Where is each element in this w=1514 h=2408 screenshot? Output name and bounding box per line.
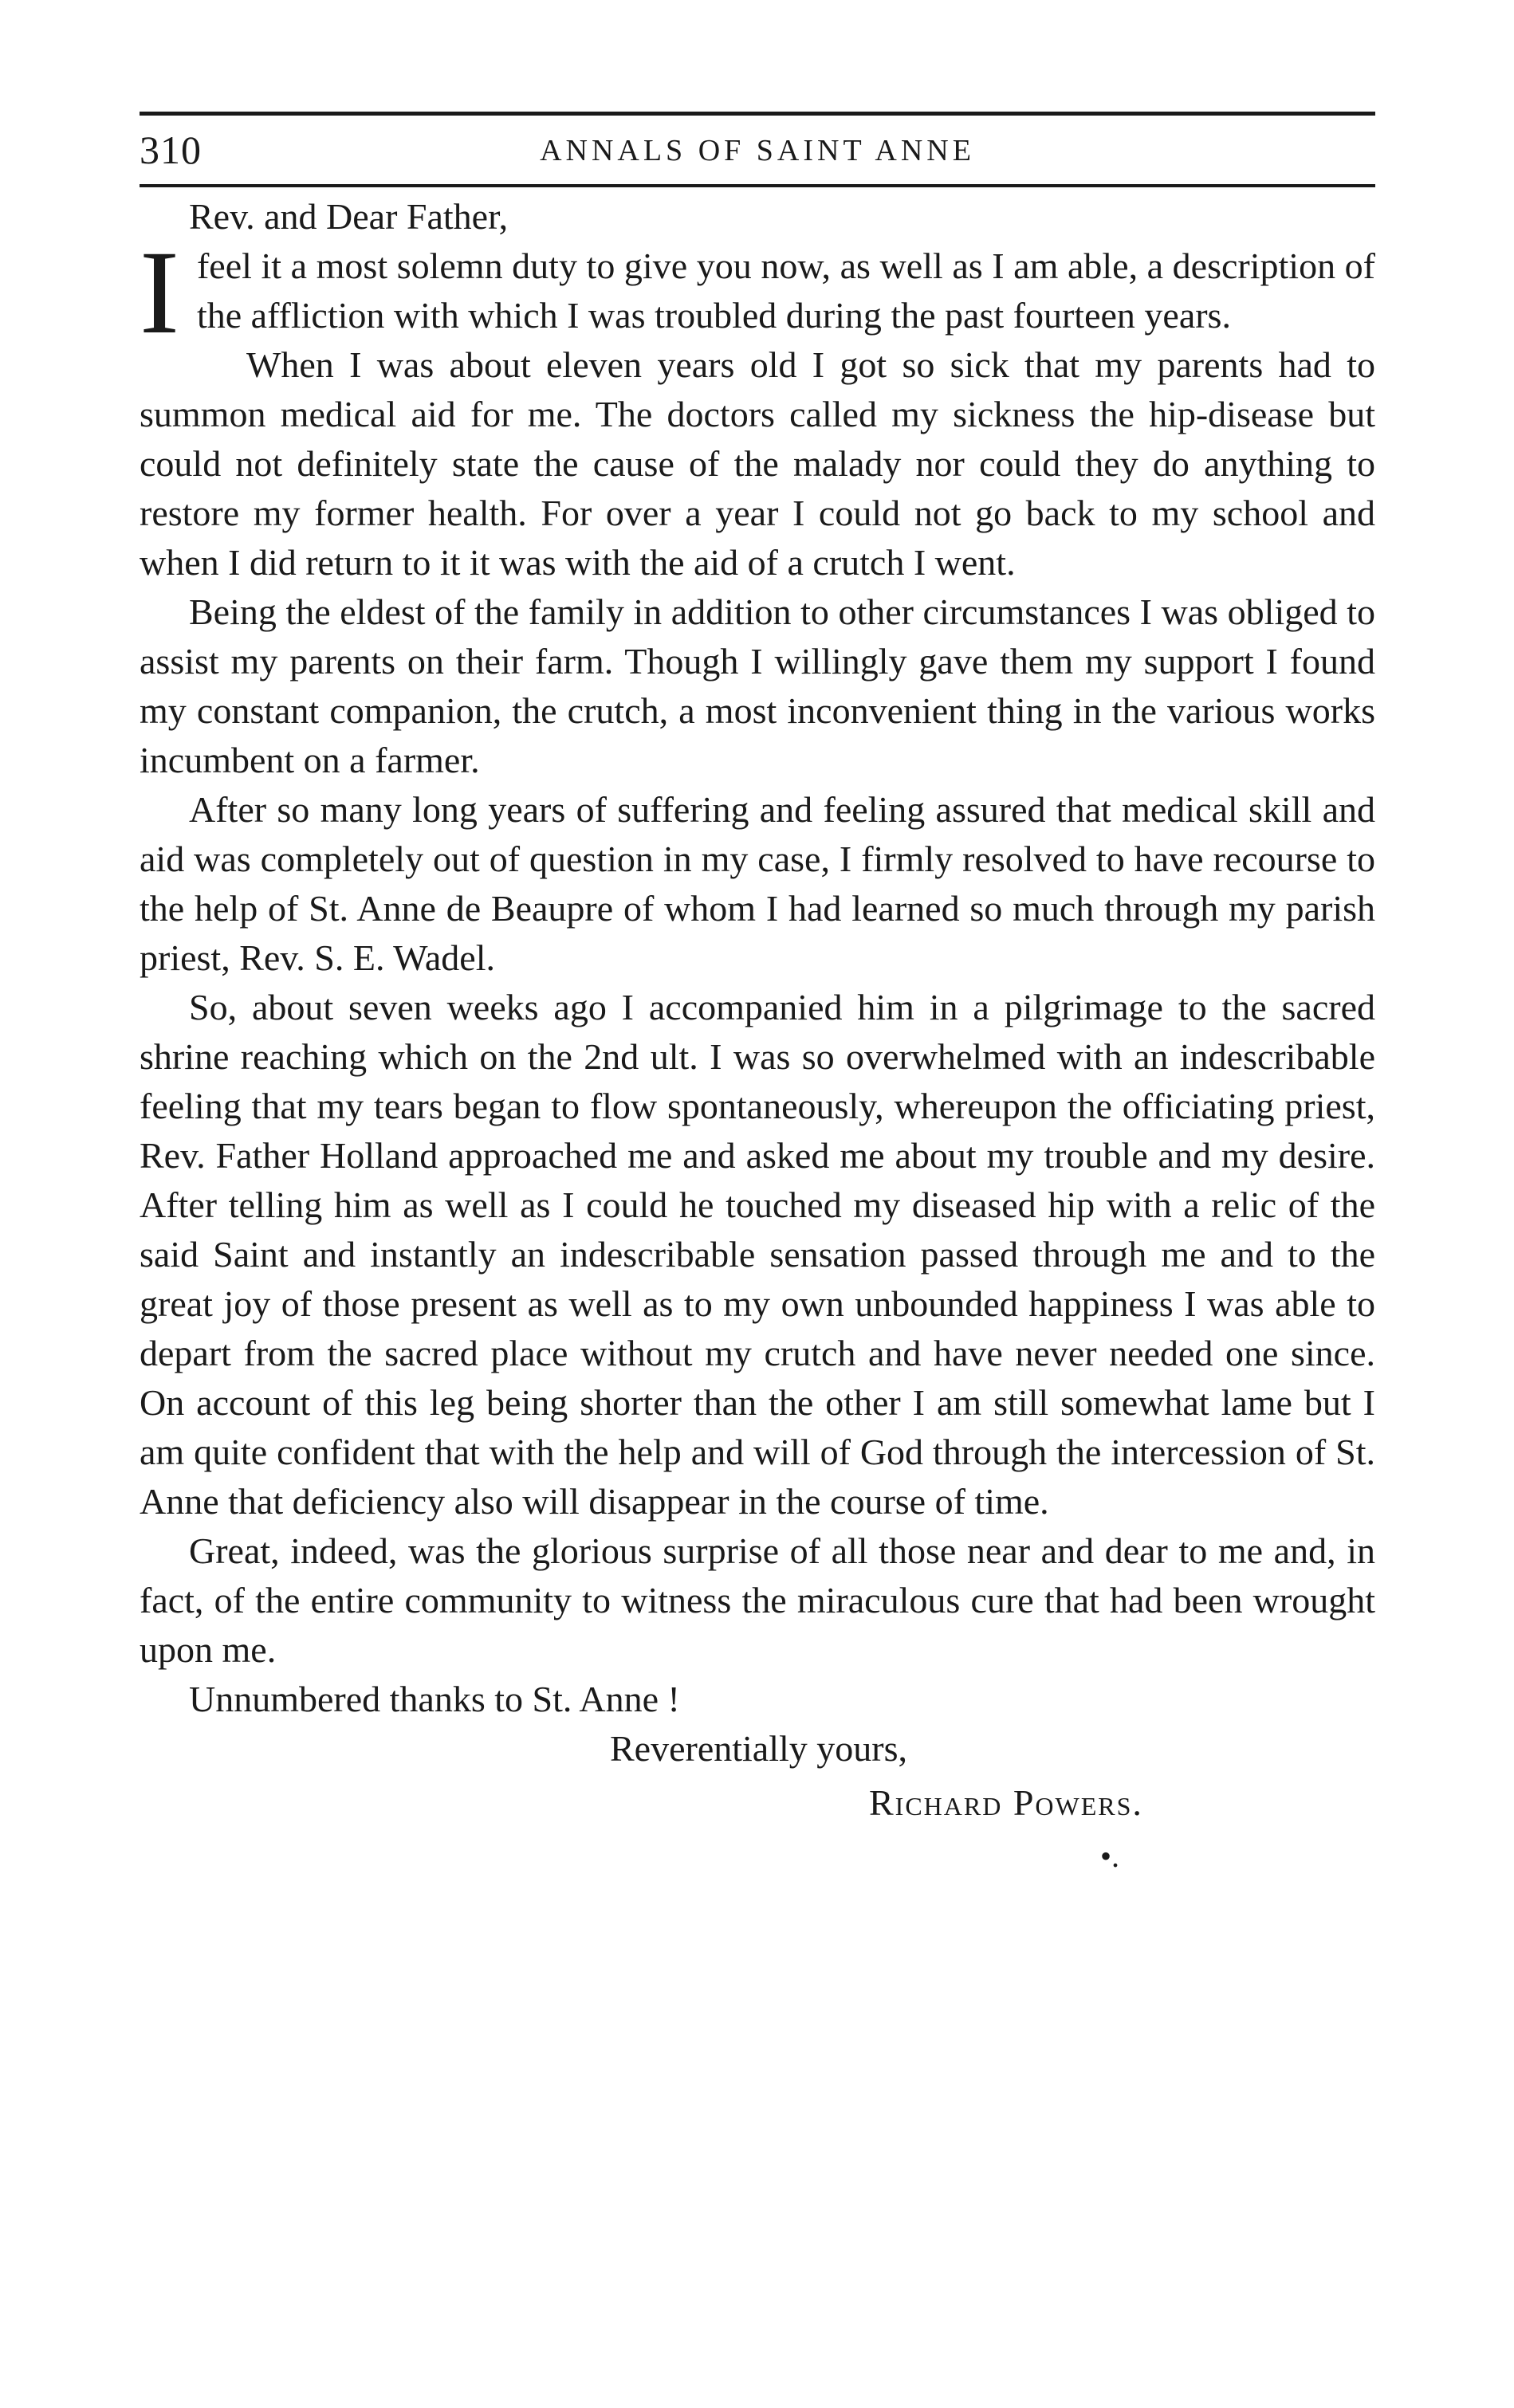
letter-paragraph-6: Great, indeed, was the glorious surprise of all those near and dear to me and, in fact, of the entire community to witness the miraculous cure that had been wrought upon me. — [140, 1530, 1375, 1670]
letter-body — [140, 226, 1375, 1724]
running-title: ANNALS OF SAINT ANNE — [540, 134, 975, 167]
letter-paragraph-5: So, about seven weeks ago I accompanied him in a pilgrimage to the sacred shrine reaching which on the 2nd ult. I was so overwhelmed with an indescribable feeling that my tears began to flow spontaneously, whereupon the officiating priest, Rev. Father Holland approached me and asked me about my trouble and my desire. After telling him as well as I could he touched my diseased hip with a relic of the said Saint and instantly an indescribable sensation passed through me and to the great joy of those present as well as to my own unbounded happiness I was able to depart from the sacred place without my crutch and have never needed one since. On account of this leg being shorter than the other I am still somewhat lame but I am quite confident that with the help and will of God through the intercession of St. Anne that deficiency also will disappear in the course of time. — [140, 987, 1375, 1522]
letter-salutation: Rev. and Dear Father, — [189, 196, 509, 237]
paragraph-text: feel it a most solemn duty to give you now, as well as I am able, a description of the affliction with which I was troubled during the past fourteen years. — [196, 246, 1375, 336]
drop-cap: I — [140, 226, 179, 359]
page-number: 310 — [140, 128, 202, 172]
letter-paragraph-7: Unnumbered thanks to St. Anne ! — [189, 1679, 680, 1719]
letter-paragraph-2: When I was about eleven years old I got so sick that my parents had to summon medical aid for me. The doctors called my sickness the hip-disease but could not definitely state the cause of the malady nor could they do anything to restore my former health. For over a year I could not go back to my school and when I did return to it it was with the aid of a crutch I went. — [140, 344, 1375, 583]
letter-signature: Richard Powers. — [869, 1782, 1143, 1823]
page-header — [140, 116, 1375, 184]
printer-mark: •. — [1100, 1838, 1120, 1874]
letter-paragraph-3: Being the eldest of the family in addition to other circumstances I was obliged to assist my parents on their farm. Though I willingly gave them my support I found my constant companion, the crutch, a most inconvenient thing in the various works incumbent on a farmer. — [140, 591, 1375, 780]
document-page — [140, 112, 1375, 1872]
letter-paragraph-1 — [140, 226, 1375, 359]
letter-closing: Reverentially yours, — [610, 1728, 908, 1769]
header-bottom-rule — [140, 184, 1375, 187]
letter-paragraph-4: After so many long years of suffering and feeling assured that medical skill and aid was completely out of question in my case, I firmly resolved to have recourse to the help of St. Anne de Beaupre of whom I had learned so much through my parish priest, Rev. S. E. Wadel. — [140, 789, 1375, 978]
